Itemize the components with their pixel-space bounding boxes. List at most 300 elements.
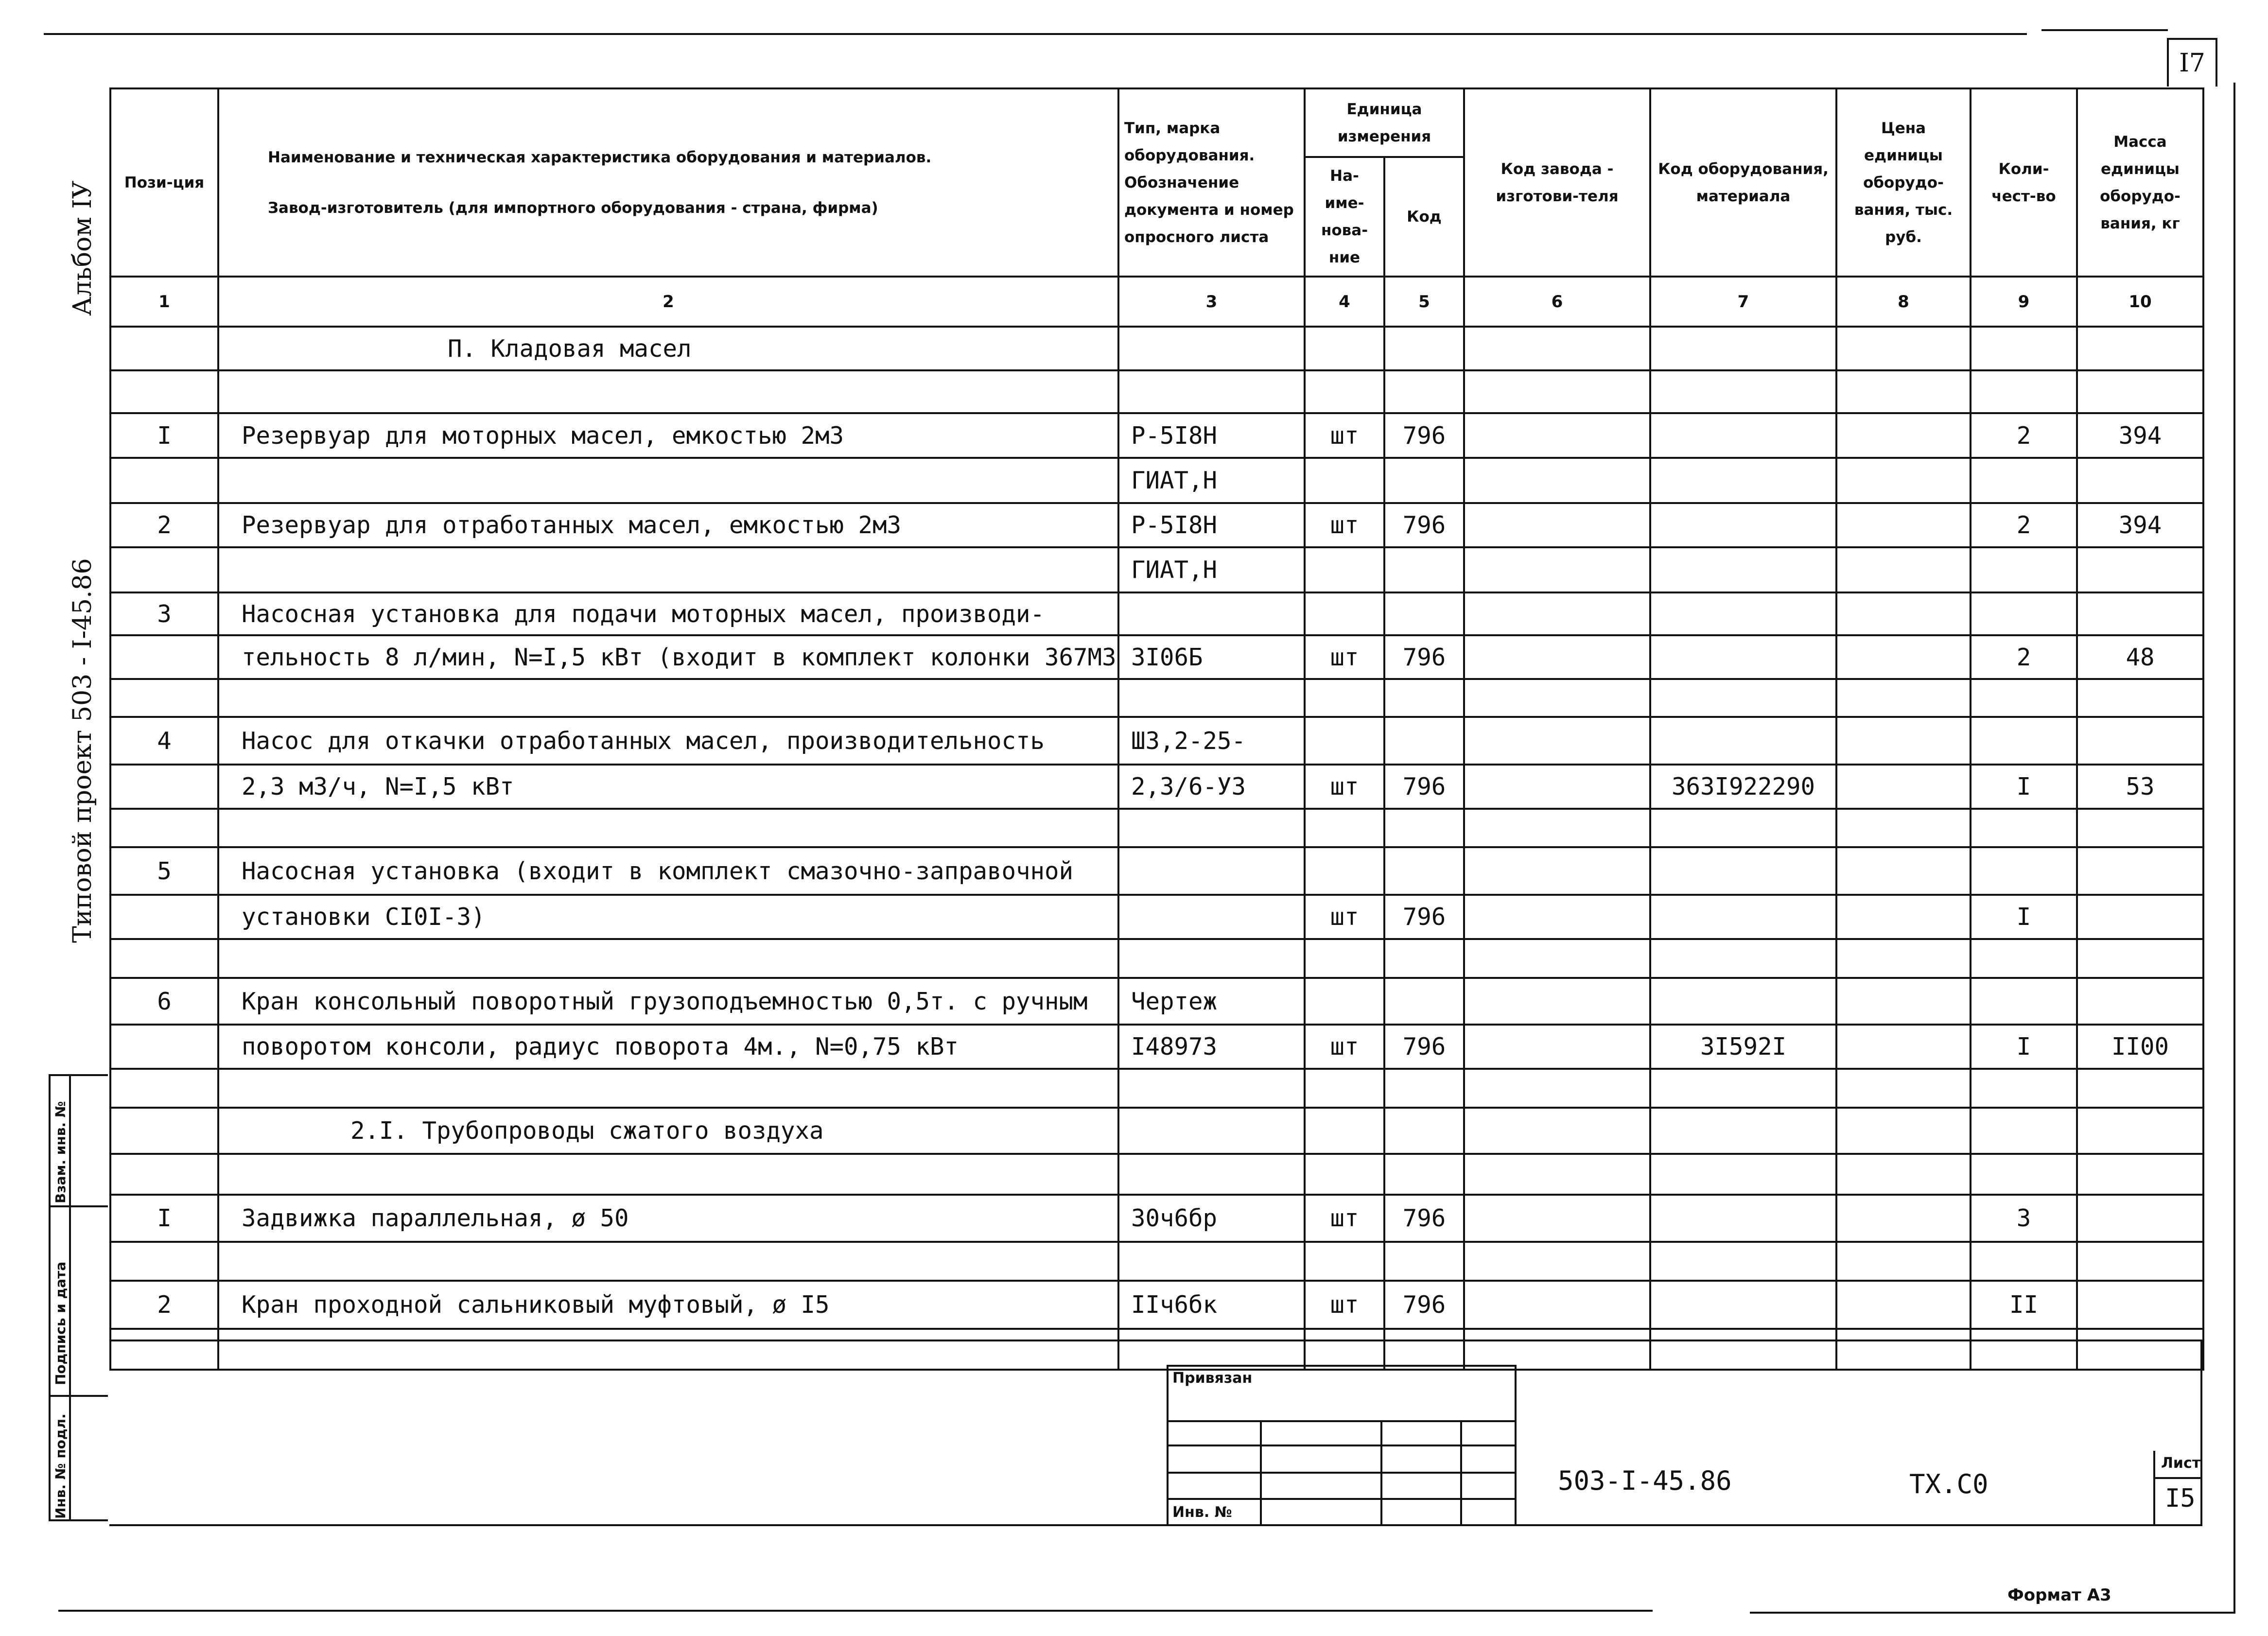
cell-name: Задвижка параллельная, ø 50 (218, 1195, 1118, 1242)
cell-unit (1305, 592, 1384, 635)
header-qty: Коли-чест-во (1971, 88, 2077, 277)
cell-position (110, 1242, 218, 1281)
col-number: 7 (1650, 277, 1836, 327)
header-price: Цена единицы оборудо-вания, тыс. руб. (1836, 88, 1971, 277)
cell-maker-code (1464, 679, 1650, 717)
cell-name (218, 1154, 1118, 1195)
header-name (218, 88, 1118, 277)
cell-position: I (110, 413, 218, 458)
cell-type (1118, 370, 1305, 413)
cell-type: 30ч6бр (1118, 1195, 1305, 1242)
header-equip-code: Код оборудования, материала (1650, 88, 1836, 277)
cell-position (110, 939, 218, 978)
cell-unit-code (1384, 592, 1464, 635)
cell-unit-code (1384, 327, 1464, 370)
sheet-number-box (2167, 38, 2217, 87)
cell-mass (2077, 1195, 2203, 1242)
cell-position: 2 (110, 1281, 218, 1329)
cell-type (1118, 679, 1305, 717)
cell-price (1836, 458, 1971, 503)
cell-unit: шт (1305, 895, 1384, 939)
cell-unit (1305, 327, 1384, 370)
cell-type: Р-5I8Н (1118, 503, 1305, 547)
cell-name: Насосная установка (входит в комплект смазочно-заправочной (218, 847, 1118, 895)
header-name-line1: Наименование и техническая характеристика оборудования и материалов. (268, 148, 932, 166)
cell-mass (2077, 809, 2203, 847)
cell-quantity (1971, 717, 2077, 765)
table-row (110, 327, 2203, 370)
cell-equipment-code (1650, 847, 1836, 895)
cell-unit-code: 796 (1384, 635, 1464, 679)
cell-name: Кран проходной сальниковый муфтовый, ø I5 (218, 1281, 1118, 1329)
cell-equipment-code (1650, 978, 1836, 1025)
cell-equipment-code (1650, 1329, 1836, 1370)
cell-mass (2077, 547, 2203, 592)
stamp-label-signature: Подпись и дата (52, 1261, 69, 1385)
cell-price (1836, 679, 1971, 717)
sheet-box (2153, 1451, 2202, 1526)
cell-unit-code: 796 (1384, 503, 1464, 547)
cell-quantity: I (1971, 895, 2077, 939)
cell-maker-code (1464, 1069, 1650, 1108)
cell-name (218, 939, 1118, 978)
cell-quantity: I (1971, 1025, 2077, 1069)
cell-maker-code (1464, 547, 1650, 592)
cell-mass (2077, 1154, 2203, 1195)
cell-type (1118, 1329, 1305, 1370)
cell-mass (2077, 327, 2203, 370)
table-row (110, 809, 2203, 847)
cell-quantity (1971, 1069, 2077, 1108)
table-row (110, 978, 2203, 1025)
cell-mass (2077, 1242, 2203, 1281)
cell-equipment-code (1650, 1154, 1836, 1195)
cell-quantity (1971, 809, 2077, 847)
table-row (110, 939, 2203, 978)
cell-quantity (1971, 1154, 2077, 1195)
cell-type (1118, 1108, 1305, 1154)
cell-mass (2077, 370, 2203, 413)
cell-unit (1305, 370, 1384, 413)
cell-type (1118, 1069, 1305, 1108)
cell-maker-code (1464, 1195, 1650, 1242)
cell-mass (2077, 1069, 2203, 1108)
cell-equipment-code (1650, 327, 1836, 370)
cell-price (1836, 847, 1971, 895)
cell-price (1836, 370, 1971, 413)
header-mass: Масса единицы оборудо-вания, кг (2077, 88, 2203, 277)
attached-label: Привязан (1172, 1370, 1253, 1387)
cell-quantity (1971, 939, 2077, 978)
cell-name: Резервуар для моторных масел, емкостью 2м3 (218, 413, 1118, 458)
cell-price (1836, 717, 1971, 765)
cell-price (1836, 1242, 1971, 1281)
cell-unit (1305, 1108, 1384, 1154)
cell-equipment-code: 363I922290 (1650, 765, 1836, 809)
cell-name (218, 1069, 1118, 1108)
cell-equipment-code (1650, 635, 1836, 679)
cell-unit-code (1384, 1108, 1464, 1154)
table-row (110, 503, 2203, 547)
header-type: Тип, марка оборудования. Обозначение документа и номер опросного листа (1118, 88, 1305, 277)
cell-equipment-code (1650, 592, 1836, 635)
top-border-line-right (2041, 29, 2168, 31)
cell-position: I (110, 1195, 218, 1242)
cell-position: 6 (110, 978, 218, 1025)
cell-unit-code: 796 (1384, 765, 1464, 809)
cell-position (110, 1069, 218, 1108)
header-unit-code: Код (1384, 157, 1464, 277)
cell-unit-code (1384, 679, 1464, 717)
cell-type: 3I06Б (1118, 635, 1305, 679)
cell-type: Чертеж (1118, 978, 1305, 1025)
attached-col-line (1460, 1420, 1462, 1526)
stamp-label-inventory: Инв. № подл. (52, 1413, 69, 1519)
cell-unit-code: 796 (1384, 895, 1464, 939)
cell-mass (2077, 1108, 2203, 1154)
cell-price (1836, 765, 1971, 809)
inventory-label: Инв. № (1172, 1504, 1232, 1521)
cell-quantity: 3 (1971, 1195, 2077, 1242)
cell-position (110, 635, 218, 679)
cell-unit (1305, 1069, 1384, 1108)
cell-unit-code (1384, 809, 1464, 847)
cell-mass: 48 (2077, 635, 2203, 679)
col-number: 8 (1836, 277, 1971, 327)
col-number: 9 (1971, 277, 2077, 327)
cell-name (218, 679, 1118, 717)
cell-type (1118, 1242, 1305, 1281)
cell-name: 2.I. Трубопроводы сжатого воздуха (218, 1108, 1118, 1154)
col-number: 1 (110, 277, 218, 327)
cell-unit-code (1384, 717, 1464, 765)
cell-quantity (1971, 679, 2077, 717)
cell-type (1118, 939, 1305, 978)
cell-unit: шт (1305, 1281, 1384, 1329)
cell-quantity: II (1971, 1281, 2077, 1329)
attached-col-line (1260, 1420, 1262, 1526)
cell-quantity (1971, 847, 2077, 895)
cell-position (110, 370, 218, 413)
cell-unit-code (1384, 1242, 1464, 1281)
cell-maker-code (1464, 895, 1650, 939)
table-row (110, 1025, 2203, 1069)
col-number: 6 (1464, 277, 1650, 327)
cell-type: I48973 (1118, 1025, 1305, 1069)
cell-unit (1305, 1329, 1384, 1370)
cell-unit (1305, 458, 1384, 503)
cell-mass (2077, 847, 2203, 895)
cell-unit-code (1384, 370, 1464, 413)
cell-maker-code (1464, 847, 1650, 895)
cell-position (110, 809, 218, 847)
col-number: 4 (1305, 277, 1384, 327)
cell-price (1836, 503, 1971, 547)
cell-unit (1305, 679, 1384, 717)
table-row (110, 413, 2203, 458)
cell-unit-code (1384, 458, 1464, 503)
cell-price (1836, 1025, 1971, 1069)
cell-type (1118, 1154, 1305, 1195)
col-number: 3 (1118, 277, 1305, 327)
cell-quantity (1971, 547, 2077, 592)
cell-mass (2077, 679, 2203, 717)
cell-position (110, 1154, 218, 1195)
cell-name (218, 370, 1118, 413)
cell-price (1836, 1281, 1971, 1329)
cell-name (218, 547, 1118, 592)
cell-name: поворотом консоли, радиус поворота 4м., N=0,75 кВт (218, 1025, 1118, 1069)
table-row (110, 847, 2203, 895)
header-row-1 (110, 88, 2203, 157)
cell-unit: шт (1305, 635, 1384, 679)
right-frame-line (2233, 83, 2235, 1614)
format-label: Формат А3 (2007, 1585, 2111, 1605)
cell-unit (1305, 1154, 1384, 1195)
cell-equipment-code (1650, 413, 1836, 458)
cell-mass (2077, 939, 2203, 978)
cell-mass (2077, 1329, 2203, 1370)
title-block-top-line (109, 1340, 2202, 1341)
cell-position: 5 (110, 847, 218, 895)
cell-maker-code (1464, 809, 1650, 847)
cell-quantity: 2 (1971, 635, 2077, 679)
cell-maker-code (1464, 939, 1650, 978)
cell-name: Резервуар для отработанных масел, емкостью 2м3 (218, 503, 1118, 547)
stamp-label-replaced: Взам. инв. № (52, 1101, 69, 1203)
document-mark: ТХ.С0 (1909, 1469, 1989, 1499)
cell-quantity (1971, 1329, 2077, 1370)
cell-mass: 394 (2077, 413, 2203, 458)
cell-type (1118, 895, 1305, 939)
cell-name: П. Кладовая масел (218, 327, 1118, 370)
cell-mass (2077, 717, 2203, 765)
cell-quantity: I (1971, 765, 2077, 809)
cell-equipment-code (1650, 1069, 1836, 1108)
cell-mass: 394 (2077, 503, 2203, 547)
cell-name (218, 1329, 1118, 1370)
cell-price (1836, 978, 1971, 1025)
cell-mass (2077, 458, 2203, 503)
bottom-frame-line (58, 1610, 1653, 1612)
cell-mass (2077, 978, 2203, 1025)
cell-type: IIч6бк (1118, 1281, 1305, 1329)
cell-unit (1305, 978, 1384, 1025)
cell-quantity (1971, 592, 2077, 635)
header-maker-code: Код завода - изготови-теля (1464, 88, 1650, 277)
cell-unit: шт (1305, 1195, 1384, 1242)
cell-unit-code (1384, 847, 1464, 895)
table-row (110, 1108, 2203, 1154)
col-number: 10 (2077, 277, 2203, 327)
cell-unit (1305, 1242, 1384, 1281)
table-body (110, 327, 2203, 1370)
cell-type: 2,3/6-У3 (1118, 765, 1305, 809)
table-row (110, 1242, 2203, 1281)
cell-quantity: 2 (1971, 503, 2077, 547)
cell-price (1836, 895, 1971, 939)
cell-price (1836, 1154, 1971, 1195)
header-unit-name: На-име-нова-ние (1305, 157, 1384, 277)
sheet-value: I5 (2165, 1484, 2196, 1513)
cell-price (1836, 592, 1971, 635)
cell-maker-code (1464, 592, 1650, 635)
table-row (110, 895, 2203, 939)
cell-maker-code (1464, 503, 1650, 547)
cell-equipment-code (1650, 1242, 1836, 1281)
cell-equipment-code (1650, 1281, 1836, 1329)
cell-name: Насосная установка для подачи моторных масел, производи- (218, 592, 1118, 635)
cell-unit (1305, 547, 1384, 592)
cell-equipment-code (1650, 679, 1836, 717)
attached-divider (1169, 1498, 1515, 1500)
cell-type: ГИАТ,Н (1118, 458, 1305, 503)
attached-divider (1169, 1420, 1515, 1422)
specification-table (109, 87, 2204, 1371)
cell-type (1118, 847, 1305, 895)
cell-position: 3 (110, 592, 218, 635)
cell-name: 2,3 м3/ч, N=I,5 кВт (218, 765, 1118, 809)
cell-position (110, 458, 218, 503)
sheet-label: Лист (2161, 1455, 2201, 1472)
cell-name (218, 1242, 1118, 1281)
cell-unit: шт (1305, 413, 1384, 458)
table-row (110, 547, 2203, 592)
table-row (110, 1329, 2203, 1370)
cell-maker-code (1464, 717, 1650, 765)
cell-name: Насос для откачки отработанных масел, производительность (218, 717, 1118, 765)
cell-price (1836, 547, 1971, 592)
cell-price (1836, 1195, 1971, 1242)
table-row (110, 717, 2203, 765)
cell-equipment-code (1650, 1195, 1836, 1242)
table-row (110, 458, 2203, 503)
cell-unit-code (1384, 1069, 1464, 1108)
cell-unit: шт (1305, 1025, 1384, 1069)
cell-maker-code (1464, 327, 1650, 370)
project-label: Типовой проект 503 - I-45.86 (68, 558, 97, 943)
cell-maker-code (1464, 1154, 1650, 1195)
cell-quantity (1971, 978, 2077, 1025)
cell-equipment-code (1650, 895, 1836, 939)
cell-equipment-code (1650, 547, 1836, 592)
cell-maker-code (1464, 413, 1650, 458)
cell-mass (2077, 895, 2203, 939)
bottom-frame-line-right (1750, 1612, 2235, 1614)
cell-mass: 53 (2077, 765, 2203, 809)
cell-unit-code (1384, 1329, 1464, 1370)
cell-position: 2 (110, 503, 218, 547)
sheet-divider (2155, 1477, 2202, 1479)
cell-mass (2077, 1281, 2203, 1329)
cell-quantity (1971, 370, 2077, 413)
cell-quantity (1971, 1108, 2077, 1154)
cell-price (1836, 1329, 1971, 1370)
cell-maker-code (1464, 1025, 1650, 1069)
cell-mass (2077, 592, 2203, 635)
table-row (110, 592, 2203, 635)
cell-type: Р-5I8Н (1118, 413, 1305, 458)
cell-unit-code: 796 (1384, 1195, 1464, 1242)
cell-maker-code (1464, 1242, 1650, 1281)
table-row (110, 765, 2203, 809)
cell-unit: шт (1305, 765, 1384, 809)
cell-unit (1305, 717, 1384, 765)
cell-price (1836, 809, 1971, 847)
table-row (110, 1281, 2203, 1329)
cell-price (1836, 1108, 1971, 1154)
album-label: Альбом IУ (68, 180, 97, 316)
table-row (110, 370, 2203, 413)
cell-quantity (1971, 458, 2077, 503)
cell-equipment-code (1650, 939, 1836, 978)
cell-unit-code (1384, 978, 1464, 1025)
header-pos: Пози-ция (110, 88, 218, 277)
cell-maker-code (1464, 635, 1650, 679)
cell-unit-code (1384, 1154, 1464, 1195)
cell-name: тельность 8 л/мин, N=I,5 кВт (входит в комплект колонки 367М3 (218, 635, 1118, 679)
attached-divider (1169, 1472, 1515, 1474)
cell-unit-code (1384, 547, 1464, 592)
cell-unit-code (1384, 939, 1464, 978)
cell-price (1836, 939, 1971, 978)
top-border-line (44, 33, 2027, 35)
cell-price (1836, 327, 1971, 370)
col-number: 2 (218, 277, 1118, 327)
cell-price (1836, 413, 1971, 458)
cell-position (110, 1025, 218, 1069)
cell-unit (1305, 847, 1384, 895)
cell-quantity: 2 (1971, 413, 2077, 458)
cell-mass: II00 (2077, 1025, 2203, 1069)
cell-equipment-code (1650, 458, 1836, 503)
cell-maker-code (1464, 1329, 1650, 1370)
cell-unit-code: 796 (1384, 1025, 1464, 1069)
attached-col-line (1380, 1420, 1382, 1526)
cell-type (1118, 327, 1305, 370)
cell-quantity (1971, 327, 2077, 370)
cell-type (1118, 592, 1305, 635)
cell-equipment-code (1650, 503, 1836, 547)
cell-maker-code (1464, 978, 1650, 1025)
cell-unit-code: 796 (1384, 413, 1464, 458)
cell-equipment-code: 3I592I (1650, 1025, 1836, 1069)
table-row (110, 1195, 2203, 1242)
cell-maker-code (1464, 1281, 1650, 1329)
cell-position (110, 1329, 218, 1370)
cell-unit-code: 796 (1384, 1281, 1464, 1329)
cell-unit (1305, 809, 1384, 847)
cell-maker-code (1464, 458, 1650, 503)
cell-type: ГИАТ,Н (1118, 547, 1305, 592)
cell-name (218, 809, 1118, 847)
cell-position (110, 547, 218, 592)
cell-maker-code (1464, 765, 1650, 809)
document-code: 503-I-45.86 (1558, 1465, 1732, 1496)
cell-price (1836, 1069, 1971, 1108)
cell-name: установки СI0I-3) (218, 895, 1118, 939)
cell-maker-code (1464, 370, 1650, 413)
cell-equipment-code (1650, 1108, 1836, 1154)
table-row (110, 1069, 2203, 1108)
cell-maker-code (1464, 1108, 1650, 1154)
cell-position (110, 895, 218, 939)
cell-name: Кран консольный поворотный грузоподъемностью 0,5т. с ручным (218, 978, 1118, 1025)
cell-position (110, 765, 218, 809)
cell-position: 4 (110, 717, 218, 765)
cell-position (110, 679, 218, 717)
cell-equipment-code (1650, 809, 1836, 847)
